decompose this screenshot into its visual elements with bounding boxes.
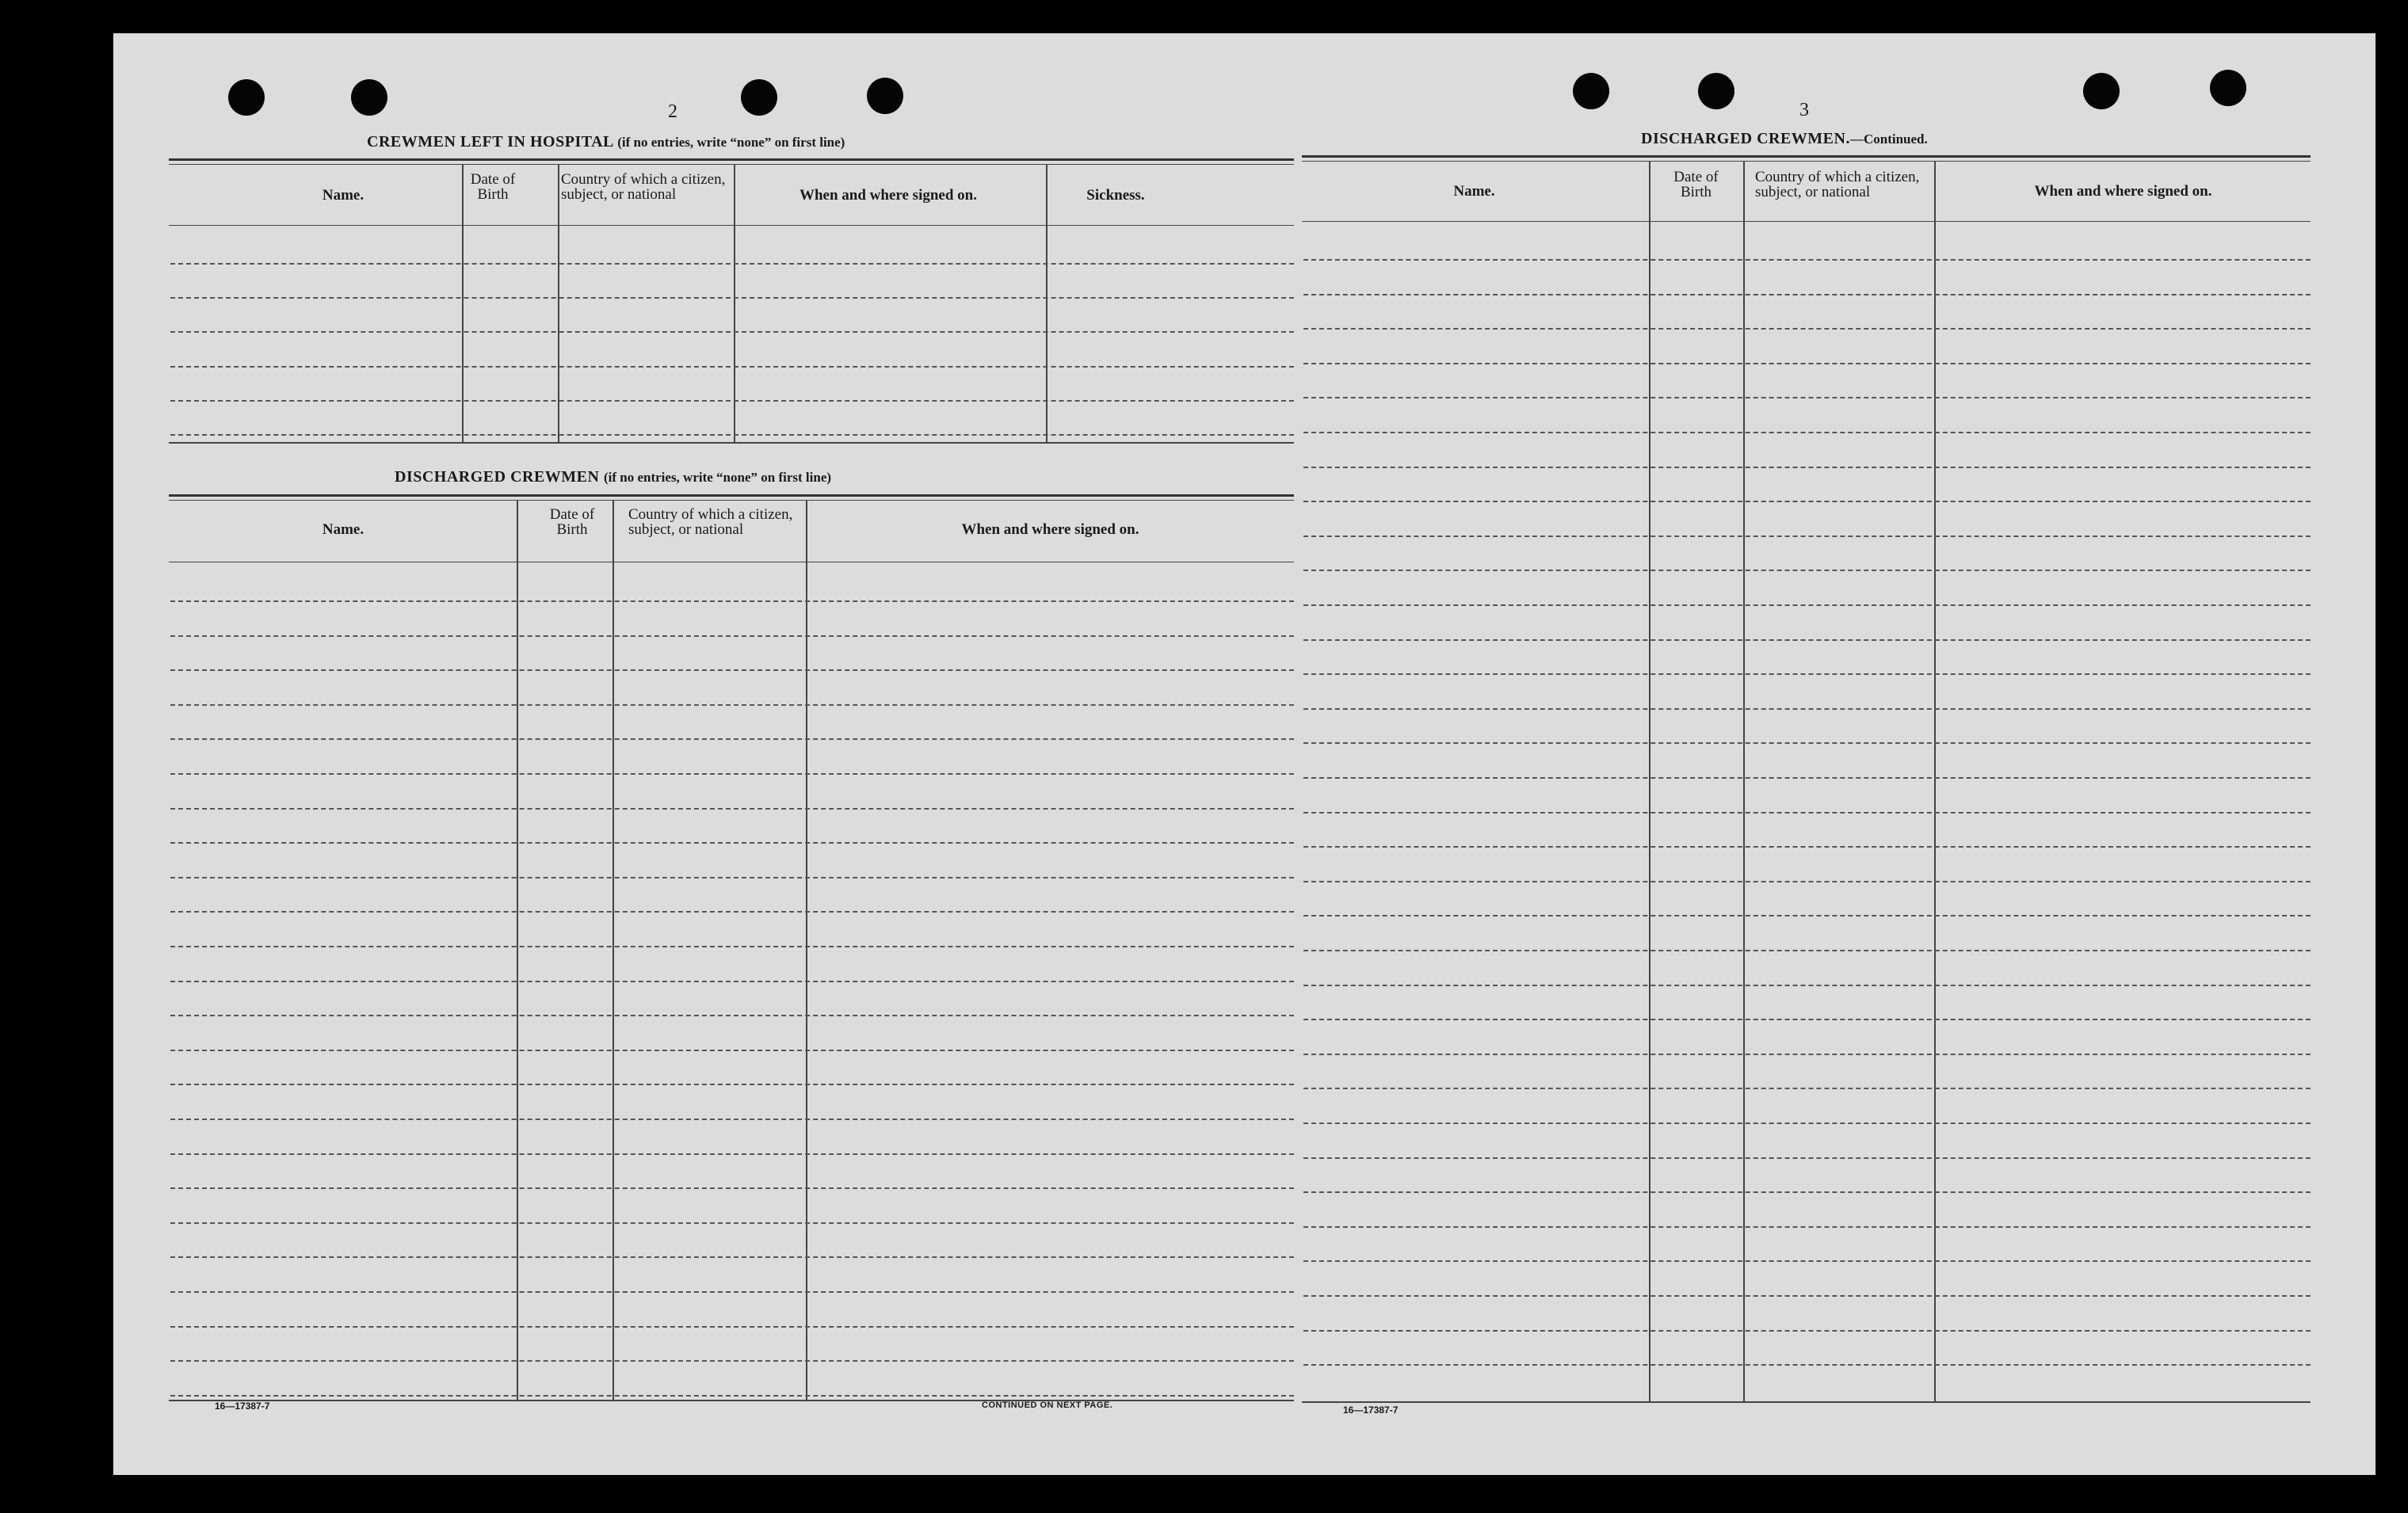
hospital-col-dob: Date of Birth <box>470 171 516 203</box>
entry-line <box>1303 812 2311 814</box>
entry-line <box>1303 467 2311 468</box>
entry-line <box>1303 1330 2311 1332</box>
punch-hole <box>1698 73 1734 109</box>
entry-line <box>1303 881 2311 882</box>
discharged-col-country: Country of which a citizen, subject, or national <box>628 506 793 538</box>
right-col-signed-on: When and where signed on. <box>2034 183 2212 200</box>
entry-line <box>170 946 1294 947</box>
entry-line <box>170 981 1294 982</box>
punch-hole <box>1573 73 1609 109</box>
entry-line <box>170 434 1294 436</box>
entry-line <box>1303 535 2311 537</box>
entry-line <box>170 704 1294 706</box>
entry-line <box>1303 501 2311 502</box>
right-col-dob: Date of Birth <box>1673 169 1719 200</box>
entry-line <box>170 1153 1294 1155</box>
entry-line <box>1303 1054 2311 1055</box>
entry-line <box>170 842 1294 844</box>
punch-hole <box>2083 73 2120 109</box>
punch-hole <box>2210 70 2246 106</box>
discharged-instruction: (if no entries, write “none” on first line) <box>603 470 832 485</box>
right-col-divider <box>1649 162 1650 1401</box>
right-col-divider <box>1934 162 1936 1401</box>
entry-line <box>1303 363 2311 364</box>
entry-line <box>170 1291 1294 1293</box>
entry-line <box>1303 639 2311 641</box>
entry-line <box>170 911 1294 913</box>
right-title-text: DISCHARGED CREWMEN. <box>1641 130 1850 147</box>
right-continued: —Continued. <box>1849 131 1928 147</box>
right-col-country: Country of which a citizen, subject, or national <box>1755 169 1920 200</box>
entry-line <box>170 400 1294 402</box>
entry-line <box>1303 742 2311 744</box>
entry-line <box>1303 1157 2311 1159</box>
entry-line <box>170 877 1294 878</box>
right-bottom-rule <box>1302 1401 2311 1403</box>
entry-line <box>170 1326 1294 1328</box>
right-top-rule-2 <box>1302 161 2311 162</box>
continued-note: CONTINUED ON NEXT PAGE. <box>982 1401 1113 1410</box>
punch-hole <box>351 79 387 116</box>
form-number-left: 16—17387-7 <box>215 1401 270 1412</box>
entry-line <box>170 263 1294 265</box>
discharged-bottom-rule <box>169 1400 1294 1401</box>
entry-line <box>170 366 1294 368</box>
entry-line <box>170 1395 1294 1397</box>
hospital-title-text: CREWMEN LEFT IN HOSPITAL <box>367 133 613 151</box>
entry-line <box>1303 328 2311 330</box>
entry-line <box>170 1119 1294 1120</box>
entry-line <box>170 331 1294 333</box>
entry-line <box>170 297 1294 299</box>
entry-line <box>1303 259 2311 261</box>
right-col-divider <box>1743 162 1745 1401</box>
discharged-col-dob: Date of Birth <box>549 506 595 538</box>
entry-line <box>170 773 1294 775</box>
entry-line <box>170 1084 1294 1085</box>
entry-line <box>1303 1019 2311 1020</box>
hospital-section-title <box>367 133 845 151</box>
entry-line <box>1303 915 2311 917</box>
hospital-top-rule <box>169 158 1294 161</box>
entry-line <box>170 600 1294 602</box>
entry-line <box>1303 604 2311 606</box>
hospital-col-signed-on: When and where signed on. <box>799 187 977 204</box>
entry-line <box>1303 294 2311 295</box>
punch-hole <box>741 79 777 116</box>
entry-line <box>1303 1122 2311 1124</box>
form-number-right: 16—17387-7 <box>1343 1404 1399 1416</box>
hospital-instruction: (if no entries, write “none” on first line) <box>617 135 845 150</box>
entry-line <box>1303 570 2311 571</box>
entry-line <box>170 1050 1294 1051</box>
entry-line <box>1303 708 2311 710</box>
punch-hole <box>867 78 903 114</box>
hospital-bottom-rule <box>169 442 1294 444</box>
entry-line <box>1303 985 2311 986</box>
hospital-col-sickness: Sickness. <box>1086 187 1145 204</box>
entry-line <box>1303 1295 2311 1297</box>
page-number-right: 3 <box>1799 100 1809 120</box>
entry-line <box>1303 1088 2311 1089</box>
entry-line <box>170 1222 1294 1224</box>
form-sheet <box>113 33 2376 1475</box>
entry-line <box>1303 1226 2311 1228</box>
entry-line <box>1303 777 2311 779</box>
discharged-top-rule <box>169 494 1294 497</box>
discharged-col-name: Name. <box>322 521 364 538</box>
discharged-top-rule-2 <box>169 500 1294 501</box>
discharged-section-title <box>395 468 831 486</box>
hospital-col-country: Country of which a citizen, subject, or national <box>561 171 726 203</box>
right-col-name: Name. <box>1453 183 1495 200</box>
punch-hole <box>228 79 265 116</box>
entry-line <box>1303 846 2311 848</box>
hospital-header-bottom-rule <box>169 225 1294 226</box>
entry-line <box>170 1187 1294 1189</box>
entry-line <box>170 669 1294 671</box>
entry-line <box>170 1256 1294 1258</box>
entry-line <box>170 1015 1294 1016</box>
right-header-bottom-rule <box>1302 221 2311 222</box>
entry-line <box>170 1360 1294 1362</box>
discharged-col-signed-on: When and where signed on. <box>961 521 1139 538</box>
entry-line <box>1303 1364 2311 1366</box>
entry-line <box>1303 397 2311 398</box>
hospital-top-rule-2 <box>169 164 1294 165</box>
entry-line <box>170 635 1294 637</box>
entry-line <box>170 738 1294 740</box>
entry-line <box>1303 432 2311 433</box>
right-section-title <box>1641 130 1928 148</box>
entry-line <box>1303 950 2311 951</box>
entry-line <box>1303 1260 2311 1262</box>
page-number-left: 2 <box>668 101 677 122</box>
entry-line <box>170 808 1294 810</box>
hospital-col-name: Name. <box>322 187 364 204</box>
entry-line <box>1303 673 2311 675</box>
right-top-rule <box>1302 155 2311 158</box>
entry-line <box>1303 1191 2311 1193</box>
discharged-title-text: DISCHARGED CREWMEN <box>395 468 600 486</box>
